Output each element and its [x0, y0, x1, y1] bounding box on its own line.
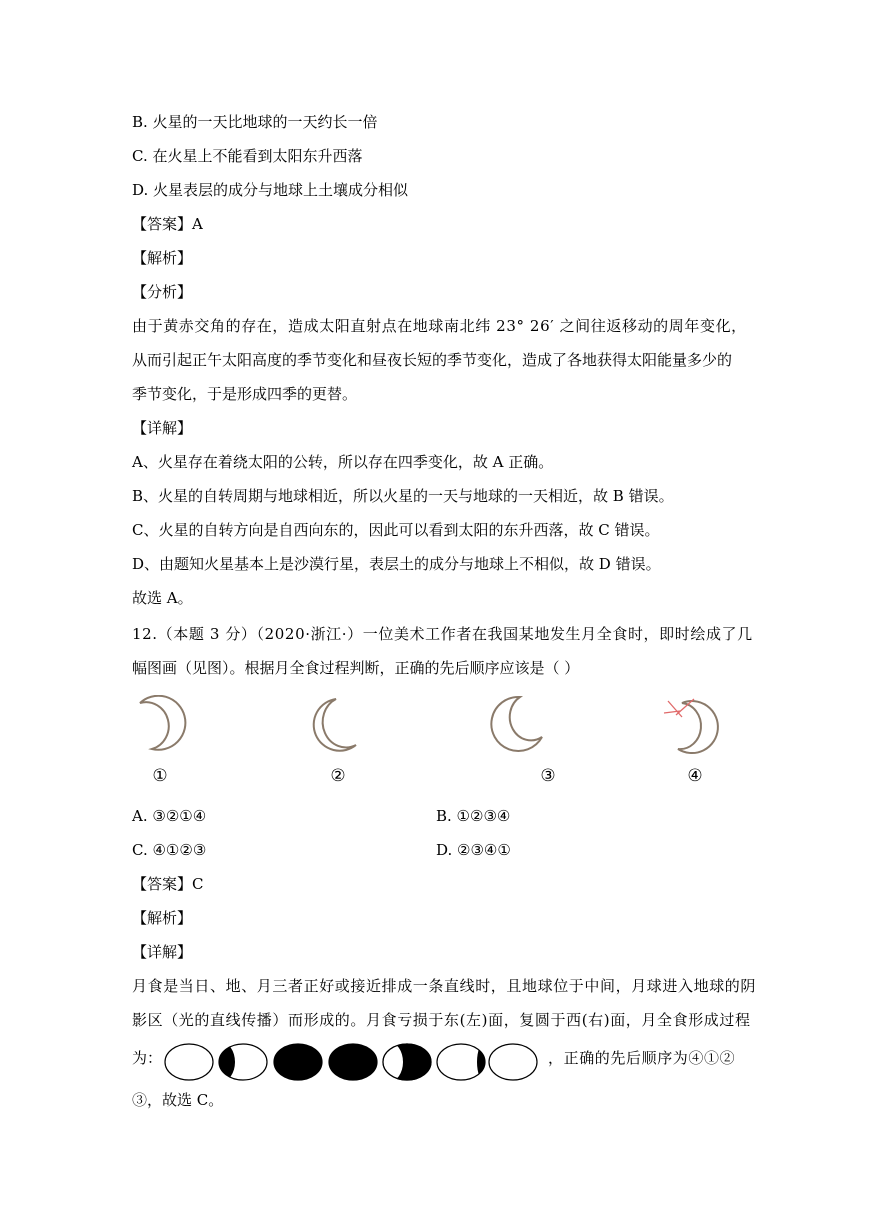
phase-7 — [489, 1044, 537, 1080]
q12-explain-prefix: 为： — [132, 1049, 163, 1067]
fenxi-line-1: 由于黄赤交角的存在，造成太阳直射点在地球南北纬 23° 26′ 之间往返移动的周年变化， — [132, 317, 747, 335]
detail-line-a: A、火星存在着绕太阳的公转，所以存在四季变化，故 A 正确。 — [132, 453, 554, 471]
conclusion: 故选 A。 — [132, 589, 193, 607]
crescent-figure-1 — [130, 695, 192, 755]
detail-line-d: D、由题知火星基本上是沙漠行星，表层土的成分与地球上不相似，故 D 错误。 — [132, 555, 661, 573]
crescent-figure-3 — [490, 695, 552, 755]
option-c: C. 在火星上不能看到太阳东升西落 — [132, 147, 363, 165]
q12-answer: 【答案】C — [132, 875, 204, 893]
figure-label-2: ② — [330, 766, 346, 786]
figure-label-3: ③ — [540, 766, 556, 786]
analysis-heading: 【解析】 — [132, 249, 193, 267]
q12-explain-line-2: 影区（光的直线传播）而形成的。月食亏损于东(左)面，复圆于西(右)面，月全食形成过程 — [132, 1011, 751, 1029]
detail-line-c: C、火星的自转方向是自西向东的，因此可以看到太阳的东升西落，故 C 错误。 — [132, 521, 660, 539]
q12-stem-line-2: 幅图画（见图）。根据月全食过程判断，正确的先后顺序应该是（ ） — [132, 659, 580, 677]
crescent-figure-4 — [660, 695, 722, 755]
q12-option-b: B. ①②③④ — [436, 807, 511, 825]
crescent-figure-2 — [308, 695, 370, 755]
phase-2 — [207, 1042, 267, 1082]
q12-option-a: A. ③②①④ — [132, 807, 207, 825]
q12-explain-line-4: ③，故选 C。 — [132, 1091, 224, 1109]
figure-label-4: ④ — [687, 766, 703, 786]
phase-5 — [375, 1042, 431, 1082]
phase-3 — [274, 1044, 322, 1080]
option-d: D. 火星表层的成分与地球上土壤成分相似 — [132, 181, 409, 199]
q12-option-c: C. ④①②③ — [132, 841, 207, 859]
phase-4 — [329, 1044, 377, 1080]
fenxi-line-2: 从而引起正午太阳高度的季节变化和昼夜长短的季节变化，造成了各地获得太阳能量多少的 — [132, 351, 733, 369]
q12-explain-line-1: 月食是当日、地、月三者正好或接近排成一条直线时，且地球位于中间，月球进入地球的阴 — [132, 977, 757, 995]
q12-detail-heading: 【详解】 — [132, 943, 193, 961]
detail-heading: 【详解】 — [132, 419, 193, 437]
answer-label: 【答案】A — [132, 215, 203, 233]
q12-option-d: D. ②③④① — [436, 841, 511, 859]
figure-label-1: ① — [152, 766, 168, 786]
fenxi-heading: 【分析】 — [132, 283, 193, 301]
phase-1 — [165, 1044, 213, 1080]
option-b: B. 火星的一天比地球的一天约长一倍 — [132, 113, 378, 131]
q12-stem-line-1: 12.（本题 3 分）（2020·浙江·）一位美术工作者在我国某地发生月全食时，即时绘成了几 — [132, 625, 753, 643]
detail-line-b: B、火星的自转周期与地球相近，所以火星的一天与地球的一天相近，故 B 错误。 — [132, 487, 674, 505]
phase-6 — [437, 1042, 493, 1082]
eclipse-phase-sequence — [163, 1042, 539, 1082]
fenxi-line-3: 季节变化，于是形成四季的更替。 — [132, 385, 358, 403]
q12-analysis-heading: 【解析】 — [132, 909, 193, 927]
q12-explain-suffix: ，正确的先后顺序为④①② — [548, 1049, 736, 1067]
